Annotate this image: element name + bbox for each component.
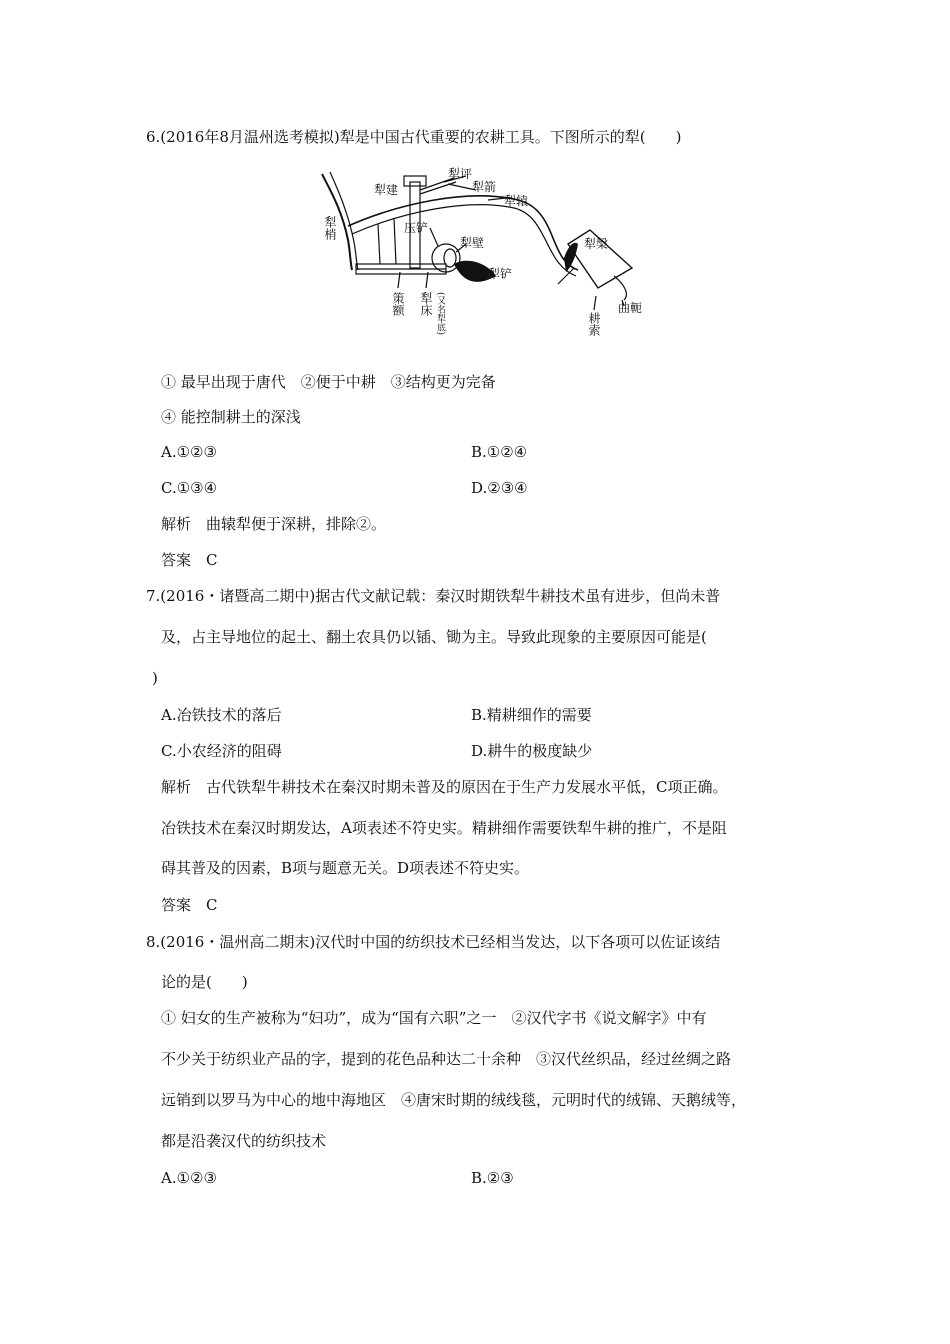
q7-option-c: C.小农经济的阻碍: [161, 742, 282, 760]
q6-answer: 答案 C: [161, 551, 218, 569]
label-lijian-arrow: 犁箭: [472, 180, 497, 194]
q8-body-4: 都是沿袭汉代的纺织技术: [161, 1132, 327, 1150]
q7-answer: 答案 C: [161, 896, 218, 914]
q7-option-a: A.冶铁技术的落后: [161, 706, 282, 724]
lipan-shape: [564, 243, 578, 272]
q7-analysis-3: 碍其普及的因素，B项与题意无关。D项表述不符史实。: [161, 859, 530, 877]
label-yachan: 压铲: [404, 221, 429, 235]
q7-stem-2: 及，占主导地位的起土、翻土农具仍以锸、锄为主。导致此现象的主要原因可能是(: [161, 628, 707, 646]
q7-stem-3: ): [152, 669, 158, 687]
label-libi: 犁壁: [460, 236, 485, 250]
q8-body-1: ① 妇女的生产被称为“妇功”，成为“国有六职”之一 ②汉代字书《说文解字》中有: [161, 1009, 707, 1027]
label-lishao: 犁梢: [323, 216, 337, 240]
q6-option-a: A.①②③: [161, 443, 217, 461]
label-liping: 犁评: [448, 167, 473, 181]
q7-analysis-2: 冶铁技术在秦汉时期发达，A项表述不符史实。精耕细作需要铁犁牛耕的推广，不是阻: [161, 819, 727, 837]
plough-diagram: [318, 160, 658, 338]
label-liyuan: 犁辕: [504, 194, 529, 208]
label-lichan: 犁铲: [488, 267, 513, 281]
label-lidi-note: (又名犁底): [435, 292, 445, 336]
q7-analysis-1: 解析 古代铁犁牛耕技术在秦汉时期未普及的原因在于生产力发展水平低，C项正确。: [161, 778, 728, 796]
label-quge: 曲軛: [618, 301, 643, 315]
q6-option-d: D.②③④: [471, 479, 528, 497]
q6-option-c: C.①③④: [161, 479, 218, 497]
q8-body-2: 不少关于纺织业产品的字，提到的花色品种达二十余种 ③汉代丝织品，经过丝绸之路: [161, 1050, 732, 1068]
q8-stem-1: 8.(2016・温州高二期末)汉代时中国的纺织技术已经相当发达，以下各项可以佐证该结: [146, 933, 721, 951]
q6-statements-1: ① 最早出现于唐代 ②便于中耕 ③结构更为完备: [161, 373, 496, 391]
label-gengsuo: 耕索: [587, 312, 601, 336]
q6-option-b: B.①②④: [471, 443, 528, 461]
label-lijian: 犁建: [374, 183, 399, 197]
q7-option-d: D.耕牛的极度缺少: [471, 742, 593, 760]
label-lipan: 犁槃: [584, 237, 609, 251]
label-lichuang: 犁床: [419, 292, 433, 316]
q7-option-b: B.精耕细作的需要: [471, 706, 592, 724]
q8-option-b: B.②③: [471, 1169, 514, 1187]
q6-statements-2: ④ 能控制耕土的深浅: [161, 408, 301, 426]
q6-stem: 6.(2016年8月温州选考模拟)犁是中国古代重要的农耕工具。下图所示的犁( ): [146, 128, 682, 146]
q8-option-a: A.①②③: [161, 1169, 217, 1187]
q8-stem-2: 论的是( ): [161, 973, 248, 991]
label-cee: 策额: [391, 292, 405, 316]
q7-stem-1: 7.(2016・诸暨高二期中)据古代文献记载：秦汉时期铁犁牛耕技术虽有进步，但尚未普: [146, 587, 721, 605]
q6-analysis: 解析 曲辕犁便于深耕，排除②。: [161, 515, 387, 533]
q8-body-3: 远销到以罗马为中心的地中海地区 ④唐宋时期的绒线毯，元明时代的绒锦、天鹅绒等，: [161, 1091, 747, 1109]
